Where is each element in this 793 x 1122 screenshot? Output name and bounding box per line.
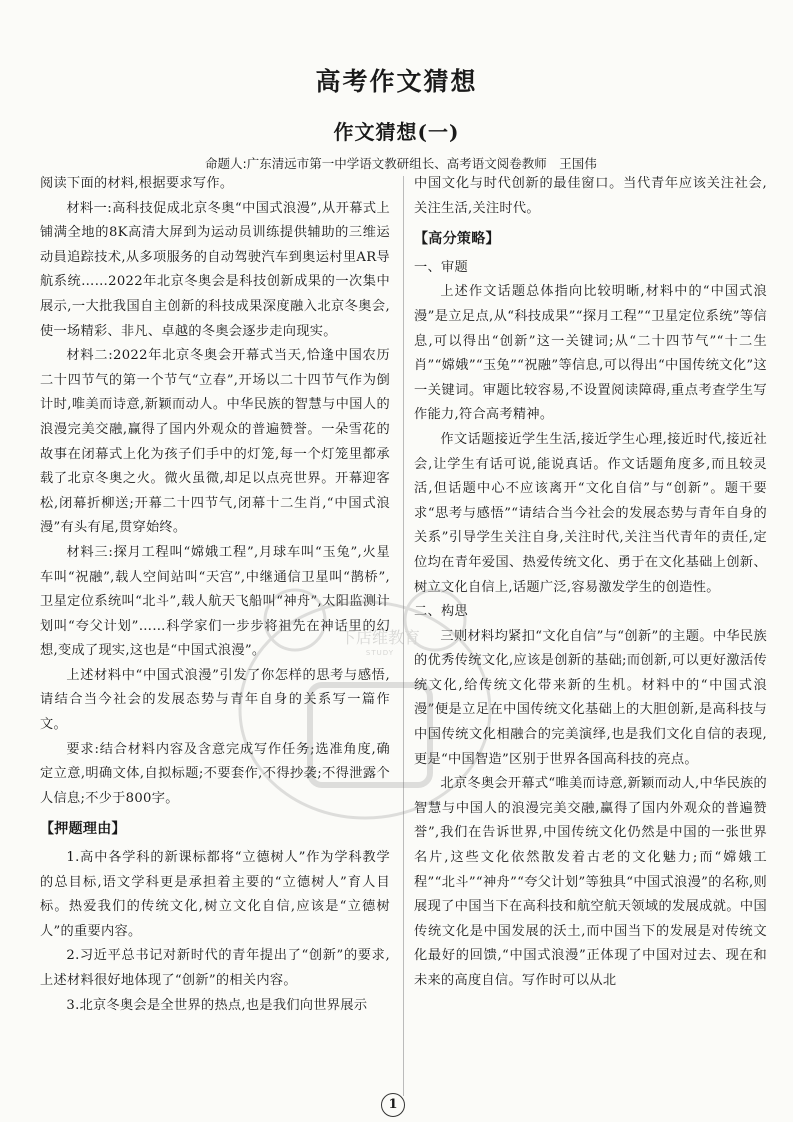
subheading-shenti: 一、审题 [414, 259, 468, 275]
reason-1: 1.高中各学科的新课标都将“立德树人”作为学科教学的总目标,语文学科更是承担着主要的“立德树人”育人目标。热爱我们的传统文化,树立文化自信,应该是“立德树人”的重要内容。 [40, 850, 390, 939]
subheading-gousi: 二、构思 [414, 604, 468, 620]
page-number: 1 [381, 1093, 405, 1117]
gousi-paragraph-1: 三则材料均紧扣“文化自信”与“创新”的主题。中华民族的优秀传统文化,应该是创新的基础;而创新,可以更好激活传统文化,给传统文化带来新的生机。材料中的“中国式浪漫”便是立足在中国传统文化基础上的大胆创新,是高科技与中国传统文化相融合的完美演绎,也是我们文化自信的表现,更是“中国智造”区别于世界各国高科技的亮点。 [414, 628, 767, 767]
intro-text: 阅读下面的材料,根据要求写作。 [40, 176, 234, 191]
shenti-paragraph-2: 作文话题接近学生生活,接近学生心理,接近时代,接近社会,让学生有话可说,能说真话。作文话题角度多,而且较灵活,但话题中心不应该离开“文化自信”与“创新”。题干要求“思考与感悟”“请结合当今社会的发展态势与青年自身的关系”引导学生关注自身,关注时代,关注当代青年的责任,定位均在青年爱国、热爱传统文化、勇于在文化基础上创新、树立文化自信上,话题广泛,容易激发学生的创造性。 [414, 431, 767, 595]
main-title: 高考作文猜想 [315, 67, 478, 96]
watermark-text: 下店维教育 [339, 628, 420, 647]
material-3: 材料三:探月工程叫“嫦娥工程”,月球车叫“玉兔”,火星车叫“祝融”,载人空间站叫“天宫”,中继通信卫星叫“鹊桥”,卫星定位系统叫“北斗”,载人航天飞船叫“神舟”,太阳监测计划叫“夸父计划”……科学家们一步步将祖先在神话里的幻想,变成了现实,这也是“中国式浪漫”。 [40, 544, 390, 659]
requirements: 要求:结合材料内容及含意完成写作任务;选准角度,确定立意,明确文体,自拟标题;不要套作,不得抄袭;不得泄露个人信息;不少于800字。 [40, 741, 390, 806]
author-line: 命题人:广东清远市第一中学语文教研组长、高考语文阅卷教师 王国伟 [205, 156, 597, 171]
material-1: 材料一:高科技促成北京冬奥“中国式浪漫”,从开幕式上铺满全地的8K高清大屏到为运动员训练提供辅助的三维运动員追踪技术,从多项服务的自动驾驶汽车到奥运村里AR导航系统……2022年北京冬奥会是科技创新成果的一次集中展示,一大批我国自主创新的科技成果深度融入北京冬奥会,使一场精彩、非凡、卓越的冬奥会逐步走向现实。 [40, 200, 390, 339]
shenti-paragraph-1: 上述作文话题总体指向比较明晰,材料中的“中国式浪漫”是立足点,从“科技成果”“探月工程”“卫星定位系统”等信息,可以得出“创新”这一关键词;从“二十四节气”“十二生肖”“嫦娥”“玉兔”“祝融”等信息,可以得出“中国传统文化”这一关键词。审题比较容易,不设置阅读障碍,重点考查学生写作能力,符合高考精神。 [414, 284, 767, 423]
section-title-strategy: 【高分策略】 [414, 231, 500, 248]
continuation-text: 中国文化与时代创新的最佳窗口。当代青年应该关注社会,关注生活,关注时代。 [414, 176, 767, 216]
reason-2: 2.习近平总书记对新时代的青年提出了“创新”的要求,上述材料很好地体现了“创新”的相关内容。 [40, 948, 390, 988]
left-column [40, 172, 390, 1018]
material-2: 材料二:2022年北京冬奥会开幕式当天,恰逢中国农历二十四节气的第一个节气“立春”,开场以二十四节气作为倒计时,唯美而诗意,新颖而动人。中华民族的智慧与中国人的浪漫完美交融,赢得了国内外观众的普遍赞誉。一朵雪花的故事在闭幕式上化为孩子们手中的灯笼,每一个灯笼里都承载了北京冬奥之火。微火虽微,却足以点亮世界。开幕迎客松,闭幕折柳送;开幕二十四节气,闭幕十二生肖,“中国式浪漫”有头有尾,贯穿始终。 [40, 348, 390, 536]
column-divider [403, 176, 404, 1096]
sub-title: 作文猜想(一) [333, 120, 460, 144]
writing-prompt: 上述材料中“中国式浪漫”引发了你怎样的思考与感悟,请结合当今社会的发展态势与青年自身的关系写一篇作文。 [40, 667, 390, 733]
section-title-reasons: 【押题理由】 [40, 821, 126, 838]
gousi-paragraph-2: 北京冬奥会开幕式“唯美而诗意,新颖而动人,中华民族的智慧与中国人的浪漫完美交融,赢得了国内外观众的普遍赞誉”,我们在告诉世界,中国传统文化仍然是中国的一张世界名片,这些文化依然散发着古老的文化魅力;而“嫦娥工程”“北斗”“神舟”“夸父计划”等独具“中国式浪漫”的名称,则展现了中国当下在高科技和航空航天领域的发展成就。中国传统文化是中国发展的沃土,而中国当下的发展是对传统文化最好的回馈,“中国式浪漫”正体现了中国对过去、现在和未来的高度自信。写作时可以从北 [414, 776, 767, 988]
right-column [414, 172, 767, 994]
reason-3: 3.北京冬奥会是全世界的热点,也是我们向世界展示 [66, 997, 368, 1013]
watermark-subtext: STUDY [365, 649, 395, 657]
